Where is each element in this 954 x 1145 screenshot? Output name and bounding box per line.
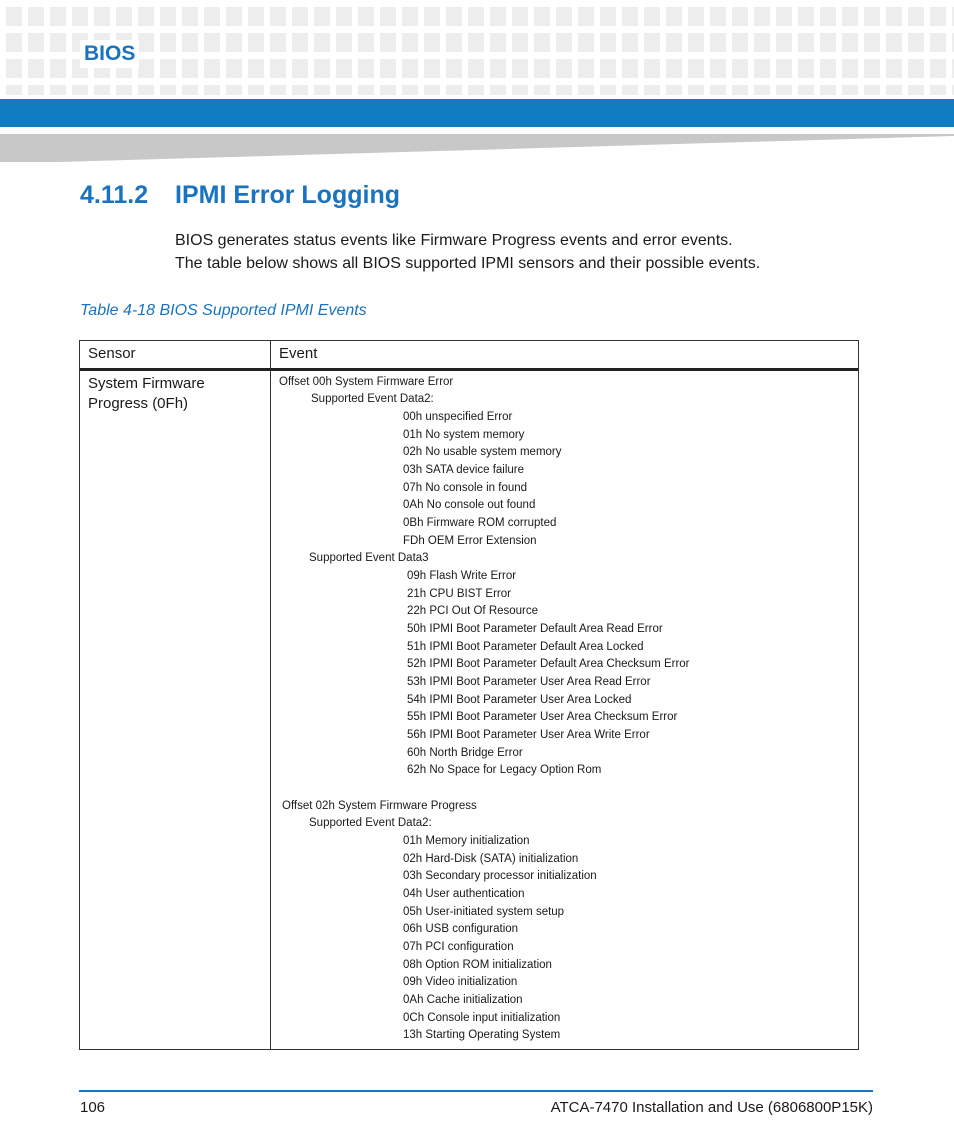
intro-line: BIOS generates status events like Firmware Progress events and error events. xyxy=(175,232,733,249)
event-code: 01h Memory initialization xyxy=(403,835,530,847)
intro-text xyxy=(175,229,760,275)
event-code: 62h No Space for Legacy Option Rom xyxy=(407,764,602,776)
section-heading xyxy=(80,181,400,210)
event-code: 55h IPMI Boot Parameter User Area Checksum Error xyxy=(407,711,678,723)
event-code: 0Ch Console input initialization xyxy=(403,1012,561,1024)
event-code: 03h SATA device failure xyxy=(403,464,525,476)
event-code: 22h PCI Out Of Resource xyxy=(407,605,539,617)
header-blue-band xyxy=(0,99,954,127)
event-code: 05h User-initiated system setup xyxy=(403,906,565,918)
intro-line: The table below shows all BIOS supported IPMI sensors and their possible events. xyxy=(175,255,761,272)
column-divider xyxy=(270,341,271,1049)
event-data-group: Supported Event Data3 xyxy=(309,552,429,564)
event-code: 08h Option ROM initialization xyxy=(403,959,552,971)
section-number: 4.11.2 xyxy=(80,181,149,209)
event-code: 04h User authentication xyxy=(403,888,525,900)
event-code: 0Bh Firmware ROM corrupted xyxy=(403,517,557,529)
event-code: 52h IPMI Boot Parameter Default Area Checksum Error xyxy=(407,658,690,670)
page-number: 106 xyxy=(80,1099,106,1116)
event-code: FDh OEM Error Extension xyxy=(403,535,537,547)
event-offset: Offset 02h System Firmware Progress xyxy=(282,800,477,812)
sensor-cell xyxy=(88,374,205,414)
header-gray-band xyxy=(0,134,954,162)
sensor-name-line: Progress (0Fh) xyxy=(88,395,189,412)
event-code: 53h IPMI Boot Parameter User Area Read Error xyxy=(407,676,651,688)
sensor-name-line: System Firmware xyxy=(88,375,205,392)
event-code: 60h North Bridge Error xyxy=(407,747,523,759)
event-code: 09h Flash Write Error xyxy=(407,570,517,582)
event-data-group: Supported Event Data2: xyxy=(311,393,434,405)
event-code: 13h Starting Operating System xyxy=(403,1029,561,1041)
event-code: 21h CPU BIST Error xyxy=(407,588,511,600)
event-code: 06h USB configuration xyxy=(403,923,519,935)
event-code: 02h Hard-Disk (SATA) initialization xyxy=(403,853,579,865)
event-data-group: Supported Event Data2: xyxy=(309,817,432,829)
footer-rule xyxy=(79,1090,873,1092)
event-code: 09h Video initialization xyxy=(403,976,518,988)
event-code: 01h No system memory xyxy=(403,429,525,441)
event-code: 50h IPMI Boot Parameter Default Area Read Error xyxy=(407,623,663,635)
ipmi-events-table xyxy=(79,340,859,1050)
header-rule xyxy=(80,368,858,371)
section-title: IPMI Error Logging xyxy=(175,181,400,209)
event-code: 02h No usable system memory xyxy=(403,446,562,458)
event-code: 00h unspecified Error xyxy=(403,411,513,423)
header-sensor: Sensor xyxy=(88,345,136,362)
header-event: Event xyxy=(279,345,318,362)
event-code: 51h IPMI Boot Parameter Default Area Locked xyxy=(407,641,644,653)
event-code: 56h IPMI Boot Parameter User Area Write Error xyxy=(407,729,650,741)
table-caption: Table 4-18 BIOS Supported IPMI Events xyxy=(80,302,367,319)
chapter-label: BIOS xyxy=(80,40,139,68)
event-code: 03h Secondary processor initialization xyxy=(403,870,597,882)
header-pattern xyxy=(0,0,954,95)
event-code: 0Ah No console out found xyxy=(403,499,536,511)
event-code: 0Ah Cache initialization xyxy=(403,994,523,1006)
event-offset: Offset 00h System Firmware Error xyxy=(279,376,454,388)
document-title: ATCA-7470 Installation and Use (6806800P15K) xyxy=(550,1099,873,1116)
event-code: 07h PCI configuration xyxy=(403,941,514,953)
event-code: 07h No console in found xyxy=(403,482,528,494)
event-code: 54h IPMI Boot Parameter User Area Locked xyxy=(407,694,632,706)
